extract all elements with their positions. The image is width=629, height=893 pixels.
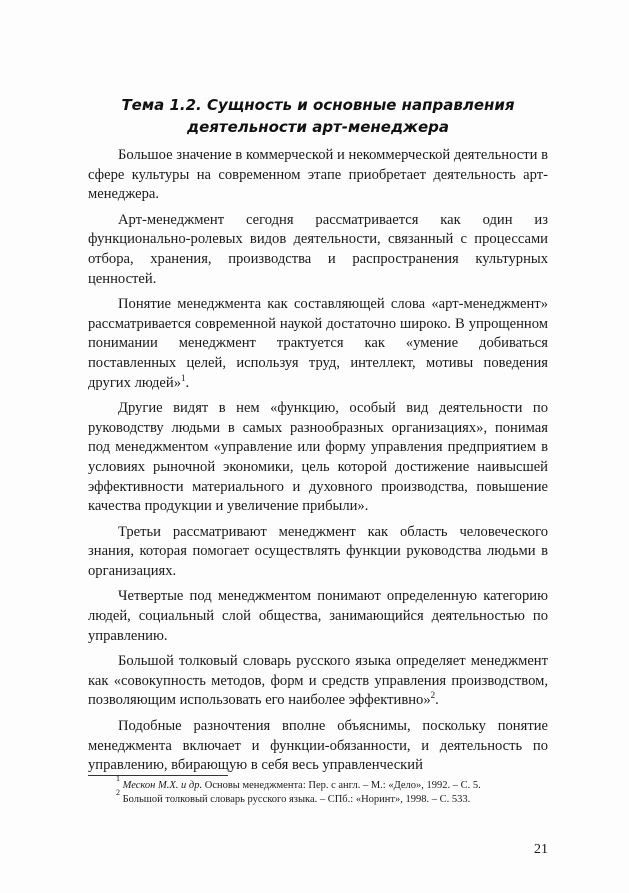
title-line-1: Тема 1.2. Сущность и основные направления [121,96,515,114]
paragraph [88,295,548,393]
paragraph [88,652,548,711]
footnote-author: Мескон М.Х. и др. [122,780,203,791]
paragraph-text: Четвертые под менеджментом понимают определенную категорию людей, социальный слой общества, занимающийся деятельностью по управлению. [88,588,548,644]
paragraph-text: Большой толковый словарь русского языка определяет менеджмент как «совокупность методов, форм и средств управления производством, позволяющим использовать его наиболее эффективно» [88,653,548,709]
paragraph [88,399,548,517]
paragraph [88,146,548,205]
paragraph-tail: . [185,374,190,391]
section-title [88,94,548,138]
title-line-2: деятельности арт-менеджера [186,118,450,136]
paragraph [88,717,548,776]
paragraph [88,587,548,646]
body-text [88,146,548,782]
footnote-number: 1 [116,774,120,783]
paragraph-tail: . [435,692,439,709]
paragraph [88,523,548,582]
footnote [88,774,548,793]
paragraph-text: Понятие менеджмента как составляющей слова «арт-менеджмент» рассматривается современной наукой достаточно широко. В упрощенном понимании менеджмент трактуется как «умение добиваться поставленных целей, используя труд, интеллект, мотивы поведения других людей» [88,296,548,391]
paragraph-text: Третьи рассматривают менеджмент как область человеческого знания, которая помогает осуществлять функции руководства людьми в организациях. [88,523,548,579]
page-number: 21 [534,842,548,857]
footnote-text: Основы менеджмента: Пер. с англ. – М.: «Дело», 1992. – С. 5. [202,780,481,791]
footnote-marker: 1 [181,372,186,383]
footnote-marker: 2 [430,690,436,701]
footnote [88,787,548,807]
paragraph-text: Большое значение в коммерческой и некоммерческой деятельности в сфере культуры на современном этапе приобретает деятельность арт-менеджера. [88,147,548,203]
paragraph-text: Другие видят в нем «функцию, особый вид деятельности по руководству людьми в самых разнообразных организациях», понимая под менеджментом «управление или форму управления предприятием в условиях рыночной экономики, цель которой достижение наивысшей эффективности материального и духовного производства, повышение качества продукции и увеличение прибыли». [88,400,548,515]
footnotes [88,774,548,806]
paragraph [88,211,548,289]
paragraph-text: Подобные разночтения вполне объяснимы, поскольку понятие менеджмента включает и функции-обязанности, и деятельность по управлению, вбирающую в себя весь управленческий [88,718,548,774]
footnote-divider [88,775,228,776]
paragraph-text: Арт-менеджмент сегодня рассматривается как один из функционально-ролевых видов деятельности, связанный с процессами отбора, хранения, производства и распространения культурных ценностей. [88,211,548,287]
footnote-number: 2 [116,787,120,797]
footnote-text: Большой толковый словарь русского языка. – СПб.: «Норинт», 1998. – С. 533. [122,793,471,805]
